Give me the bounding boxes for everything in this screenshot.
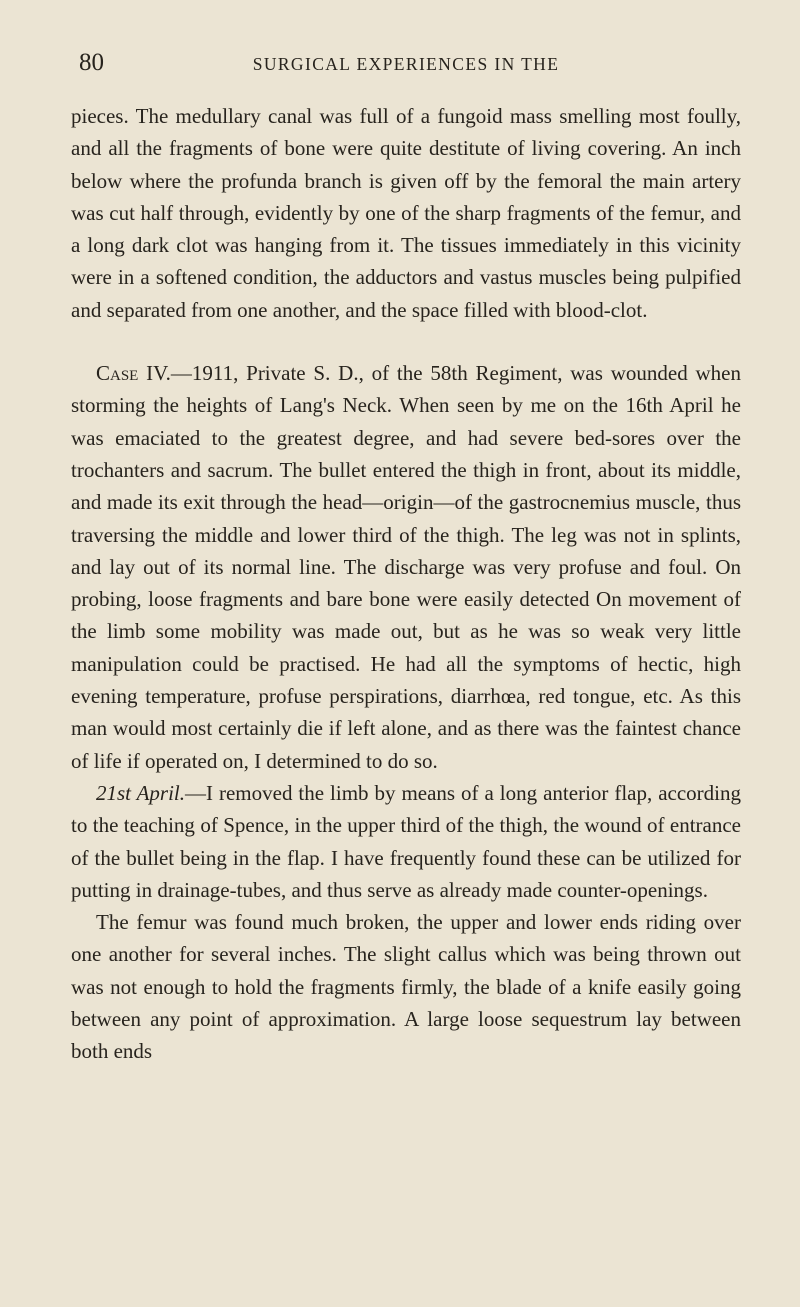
paragraph-4: The femur was found much broken, the upper and lower ends riding over one another for several inches. The slight callus which was being thrown out was not enough to hold the fragments firmly, the blade of a knife easily going between any point of approximation. A large loose sequestrum lay between both ends xyxy=(71,910,741,1064)
case-label: Case IV. xyxy=(96,361,171,386)
running-head xyxy=(71,46,741,80)
april-21-paragraph xyxy=(71,777,741,906)
case-iv-paragraph xyxy=(71,357,741,777)
date-label: 21st April. xyxy=(96,780,186,805)
case-text: —1911, Private S. D., of the 58th Regiment, was wounded when storming the heights of Lang's Neck. When seen by me on the 16th April he was emaciated to the greatest degree, and had severe bed-sores over the trochanters and sacrum. The bullet entered the thigh in front, about its middle, and made its exit through the head—origin—of the gastrocnemius muscle, thus traversing the middle and lower third of the thigh. The leg was not in splints, and lay out of its normal line. The discharge was very profuse and foul. On probing, loose fragments and bare bone were easily detected On movement of the limb some mobility was made out, but as he was so weak very little manipulation could be practised. He had all the symptoms of hectic, high evening temperature, profuse perspirations, diarrhœa, red tongue, etc. As this man would most certainly die if left alone, and as there was the faintest chance of life if operated on, I determined to do so. xyxy=(71,361,741,773)
paragraph-1: pieces. The medullary canal was full of a fungoid mass smelling most foully, and all the fragments of bone were quite destitute of living covering. An inch below where the profunda branch is given off by the femoral the main artery was cut half through, evidently by one of the sharp fragments of the femur, and a long dark clot was hanging from it. The tissues immediately in this vicinity were in a softened condition, the adductors and vastus muscles being pulpified and separated from one another, and the space filled with blood-clot. xyxy=(71,104,741,322)
running-title: SURGICAL EXPERIENCES IN THE xyxy=(252,54,560,74)
date-text: —I removed the limb by means of a long anterior flap, according to the teaching of Spence, in the upper third of the thigh, the wound of entrance of the bullet being in the flap. I have frequently found these can be utilized for putting in drainage-tubes, and thus serve as already made counter-openings. xyxy=(71,780,742,902)
page-number: 80 xyxy=(79,49,104,76)
body-text xyxy=(71,100,741,1068)
